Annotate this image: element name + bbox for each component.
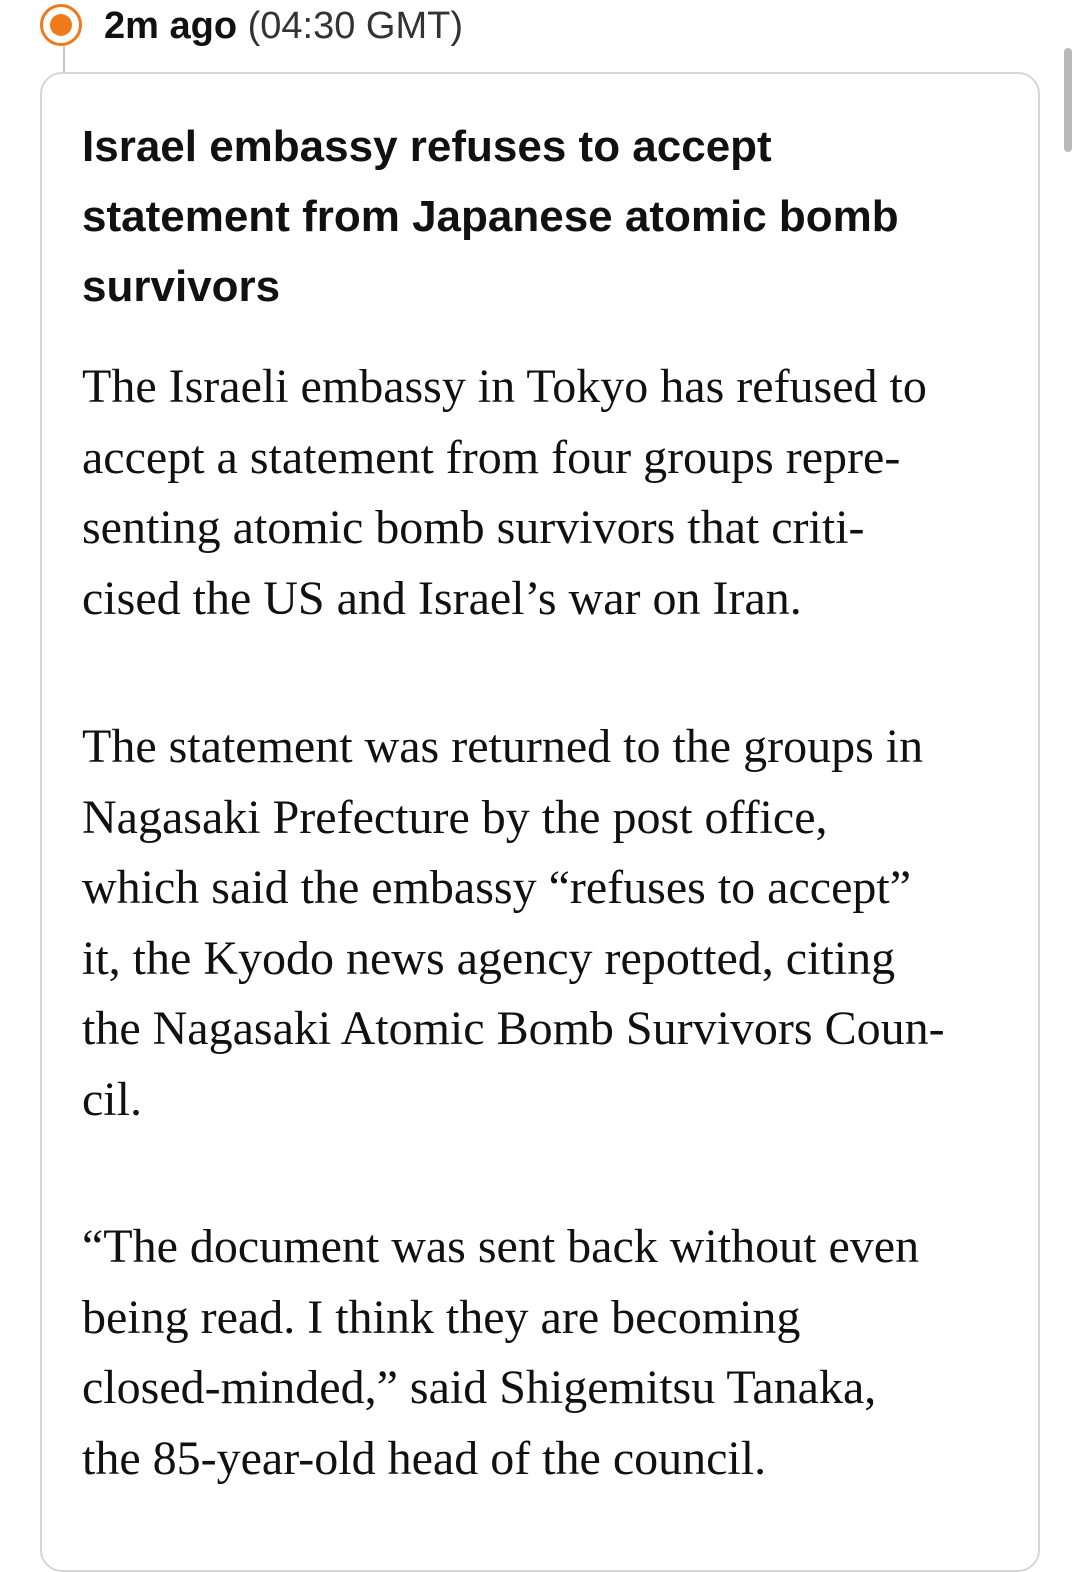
post-timestamp	[104, 2, 463, 50]
post-paragraph: “The document was sent back without even being read. I think they are becoming closed-minded,” said Shigemitsu Tanaka, the 85-year-old head of the council.	[82, 1220, 920, 1485]
time-gmt: (04:30 GMT)	[247, 5, 463, 47]
live-dot-core	[50, 14, 72, 36]
post-paragraph: The statement was returned to the groups in Nagasaki Prefecture by the post office, which said the embassy “refuses to accept” it, the Kyodo news agency repotted, citing the Nagasaki Atomic Bomb Survivors Coun- cil.	[82, 720, 945, 1126]
scrollbar-thumb[interactable]	[1064, 48, 1072, 152]
time-ago: 2m ago	[104, 5, 238, 47]
post-headline: Israel embassy refuses to accept statement from Japanese atomic bomb survivors	[82, 122, 899, 311]
post-paragraph: The Israeli embassy in Tokyo has refused to accept a statement from four groups repre- senting atomic bomb survivors that criti- cised the US and Israel’s war on Iran.	[82, 360, 927, 625]
live-dot-icon	[40, 4, 82, 46]
